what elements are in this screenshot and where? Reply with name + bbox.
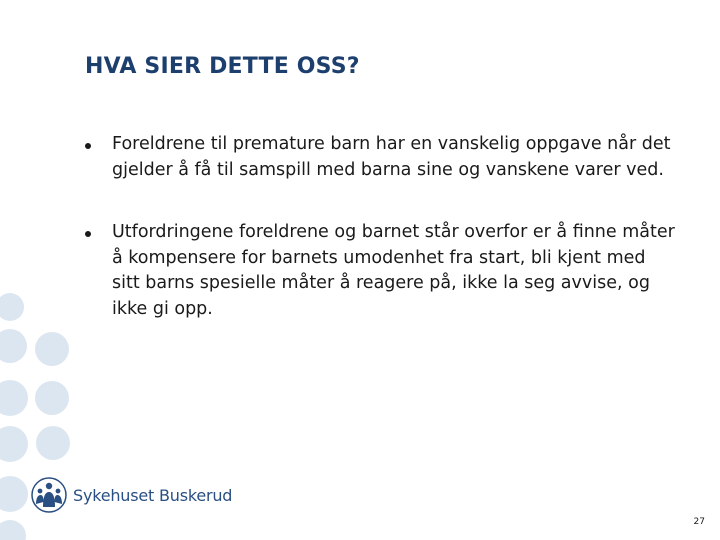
decor-circle	[35, 381, 69, 415]
logo-text: Sykehuset Buskerud	[73, 485, 233, 505]
hospital-logo	[31, 477, 232, 513]
bullet-item	[85, 132, 675, 183]
page-number: 27	[693, 517, 705, 527]
bullet-text: Utfordringene foreldrene og barnet står overfor er å finne måter å kompensere for barnets umodenhet fra start, bli kjent med sitt barns spesielle måter å reagere på, ikke la seg avvise, og ikke gi opp.	[112, 222, 675, 319]
decor-circle	[0, 476, 28, 512]
decor-circle	[0, 426, 28, 462]
decor-circle	[35, 332, 69, 366]
slide-title: HVA SIER DETTE OSS?	[85, 54, 360, 79]
decor-circle	[0, 520, 26, 540]
bullet-item	[85, 220, 675, 322]
bullet-text: Foreldrene til premature barn har en vanskelig oppgave når det gjelder å få til samspill med barna sine og vanskene varer ved.	[112, 134, 671, 180]
decor-circle	[0, 329, 27, 363]
decor-circle	[0, 380, 28, 416]
decor-circle	[0, 293, 24, 321]
bullet-list	[85, 132, 675, 322]
people-emblem-icon	[31, 477, 67, 513]
decor-circle	[36, 426, 70, 460]
bullet-dot-icon	[85, 231, 91, 237]
bullet-dot-icon	[85, 143, 91, 149]
